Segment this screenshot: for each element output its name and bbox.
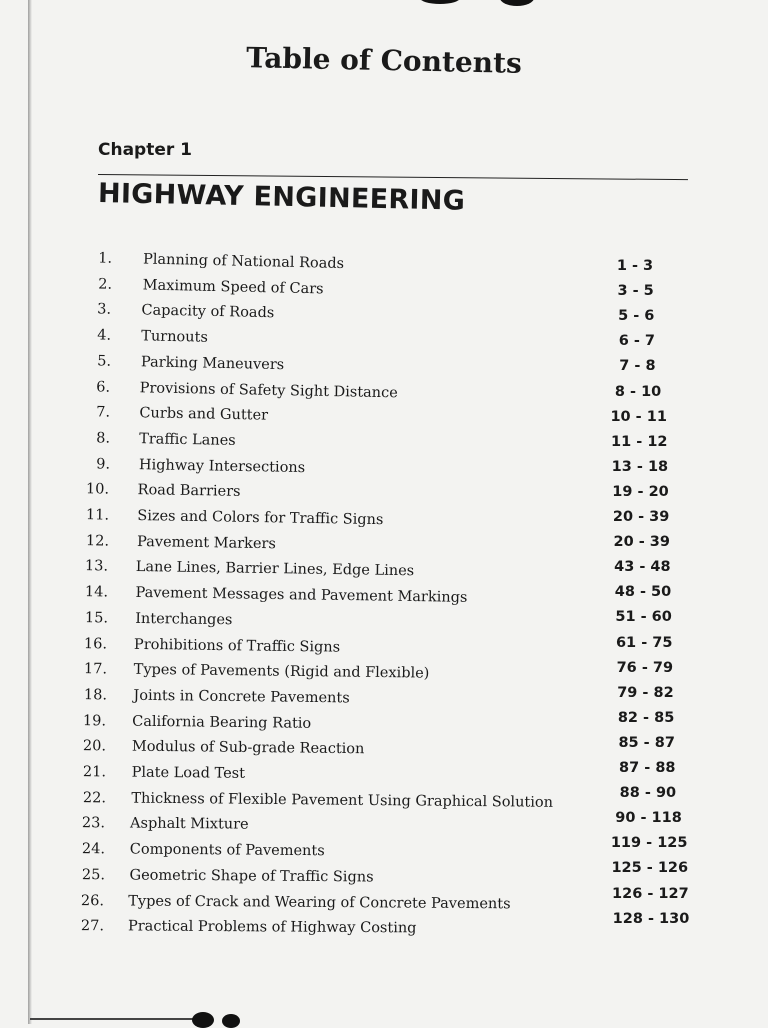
toc-entry-number: 5. (96, 353, 111, 370)
toc-entry-number: 9. (95, 455, 110, 473)
toc-entry-title: Sizes and Colors for Traffic Signs (137, 508, 384, 529)
toc-entry-pages: 87 - 88 (619, 760, 676, 776)
toc-entry-pages: 125 - 126 (611, 860, 689, 877)
toc-entry-number: 20. (83, 738, 107, 755)
toc-entry-number: 16. (84, 635, 108, 652)
toc-entry-pages: 79 - 82 (617, 684, 674, 701)
ink-blot (192, 1012, 214, 1028)
toc-entry-number: 22. (82, 789, 106, 807)
toc-entry-number: 19. (83, 712, 107, 729)
toc-entry-number: 8. (95, 430, 111, 447)
toc-entry (71, 867, 631, 894)
toc-entry (73, 661, 633, 690)
toc-entry-pages: 51 - 60 (615, 609, 672, 626)
toc-entry-number: 18. (83, 687, 107, 704)
toc-entry-title: Interchanges (134, 610, 233, 629)
toc-entry-title: Traffic Lanes (138, 431, 236, 449)
toc-entry-pages: 43 - 48 (614, 559, 671, 576)
toc-entry-number: 17. (83, 661, 108, 678)
toc-entry-title: Joints in Concrete Pavements (133, 687, 350, 707)
toc-entry (71, 790, 631, 818)
toc-entry-pages: 85 - 87 (618, 734, 675, 751)
toc-entry-number: 26. (81, 892, 105, 909)
toc-entry-title: Types of Pavements (Rigid and Flexible) (133, 661, 430, 682)
toc-entry-number: 13. (85, 558, 109, 575)
toc-entry-pages: 119 - 125 (610, 835, 688, 852)
toc-entry-title: Maximum Speed of Cars (142, 277, 324, 298)
toc-entry-number: 27. (80, 918, 105, 935)
toc-entry-number: 14. (84, 584, 109, 601)
toc-entry-title: Asphalt Mixture (130, 815, 249, 834)
toc-entry-title: Highway Intersections (138, 456, 305, 476)
toc-entry-title: Pavement Messages and Pavement Markings (135, 585, 468, 606)
toc-entry-title: Planning of National Roads (142, 251, 345, 273)
toc-entry-number: 15. (84, 609, 108, 627)
toc-entry-pages: 5 - 6 (618, 308, 655, 325)
toc-entry (70, 893, 630, 919)
toc-entry-pages: 10 - 11 (610, 408, 667, 425)
bottom-rule (30, 1018, 200, 1020)
toc-entry-number: 24. (81, 841, 106, 858)
chapter-label: Chapter 1 (98, 140, 193, 160)
chapter-title: HIGHWAY ENGINEERING (97, 178, 466, 217)
toc-entry-number: 2. (97, 276, 112, 293)
toc-entry-number: 12. (85, 532, 109, 550)
toc-entry-pages: 128 - 130 (612, 910, 690, 927)
toc-entry-pages: 126 - 127 (612, 885, 689, 902)
toc-entry-number: 21. (82, 764, 106, 781)
toc-entry-title: Plate Load Test (131, 764, 245, 782)
toc-entry-title: Lane Lines, Barrier Lines, Edge Lines (135, 559, 415, 580)
toc-entry-number: 11. (85, 507, 110, 524)
toc-entry (74, 610, 634, 640)
toc-entry-title: Prohibitions of Traffic Signs (134, 636, 341, 656)
ink-blot (222, 1014, 240, 1028)
toc-entry (73, 636, 633, 666)
toc-entry-title: Provisions of Safety Sight Distance (139, 379, 399, 401)
page-title: Table of Contents (245, 41, 523, 80)
toc-entry (71, 815, 631, 842)
toc-entry-title: Thickness of Flexible Pavement Using Graphical Solution (130, 790, 553, 811)
toc-entry-title: Types of Crack and Wearing of Concrete Pavements (128, 892, 511, 912)
toc-entry-title: Components of Pavements (129, 841, 325, 860)
toc-entry-pages: 76 - 79 (616, 659, 674, 676)
toc-entry (73, 687, 633, 716)
toc-entry-pages: 82 - 85 (617, 709, 675, 726)
toc-entry-number: 4. (97, 327, 112, 344)
toc-entry (72, 738, 632, 766)
toc-entry-title: Turnouts (141, 328, 209, 346)
toc-entry-number: 3. (97, 301, 112, 319)
toc-entry-title: Geometric Shape of Traffic Signs (129, 867, 374, 886)
toc-entry-title: California Bearing Ratio (132, 713, 312, 732)
toc-entry-number: 1. (98, 250, 113, 267)
toc-entry-title: Curbs and Gutter (139, 405, 269, 424)
toc-entry-pages: 61 - 75 (615, 634, 673, 651)
toc-entry-pages: 20 - 39 (613, 534, 670, 551)
toc-entry (71, 841, 631, 868)
toc-entry-title: Road Barriers (137, 482, 241, 501)
toc-entry-pages: 8 - 10 (614, 383, 662, 400)
toc-entry (72, 713, 632, 742)
toc-entry-number: 10. (86, 481, 110, 498)
toc-entry-pages: 48 - 50 (614, 584, 672, 601)
toc-entry-number: 7. (96, 404, 111, 421)
toc-entry-title: Modulus of Sub-grade Reaction (131, 738, 365, 758)
toc-entry (72, 764, 632, 792)
toc-entry-title: Pavement Markers (136, 533, 276, 552)
toc-entry-pages: 13 - 18 (611, 458, 669, 475)
toc-entry-pages: 20 - 39 (612, 509, 670, 525)
toc-entry-number: 6. (96, 378, 111, 396)
toc-entry-pages: 7 - 8 (619, 358, 656, 375)
toc-entry-pages: 3 - 5 (617, 283, 654, 300)
toc-entry-title: Practical Problems of Highway Costing (127, 918, 417, 937)
toc-entry-number: 23. (82, 815, 106, 832)
toc-entry-pages: 88 - 90 (619, 785, 677, 802)
toc-entry-pages: 19 - 20 (612, 483, 669, 500)
toc-entry-number: 25. (81, 866, 105, 884)
toc-entry-title: Capacity of Roads (141, 302, 275, 322)
toc-entry-pages: 11 - 12 (611, 433, 668, 450)
toc-entry-pages: 1 - 3 (616, 258, 654, 274)
toc-entry-pages: 90 - 118 (615, 810, 682, 827)
toc-entry-pages: 6 - 7 (618, 333, 655, 350)
toc-entry (70, 918, 630, 944)
toc-entry (74, 584, 634, 614)
toc-entry-title: Parking Maneuvers (140, 354, 285, 373)
